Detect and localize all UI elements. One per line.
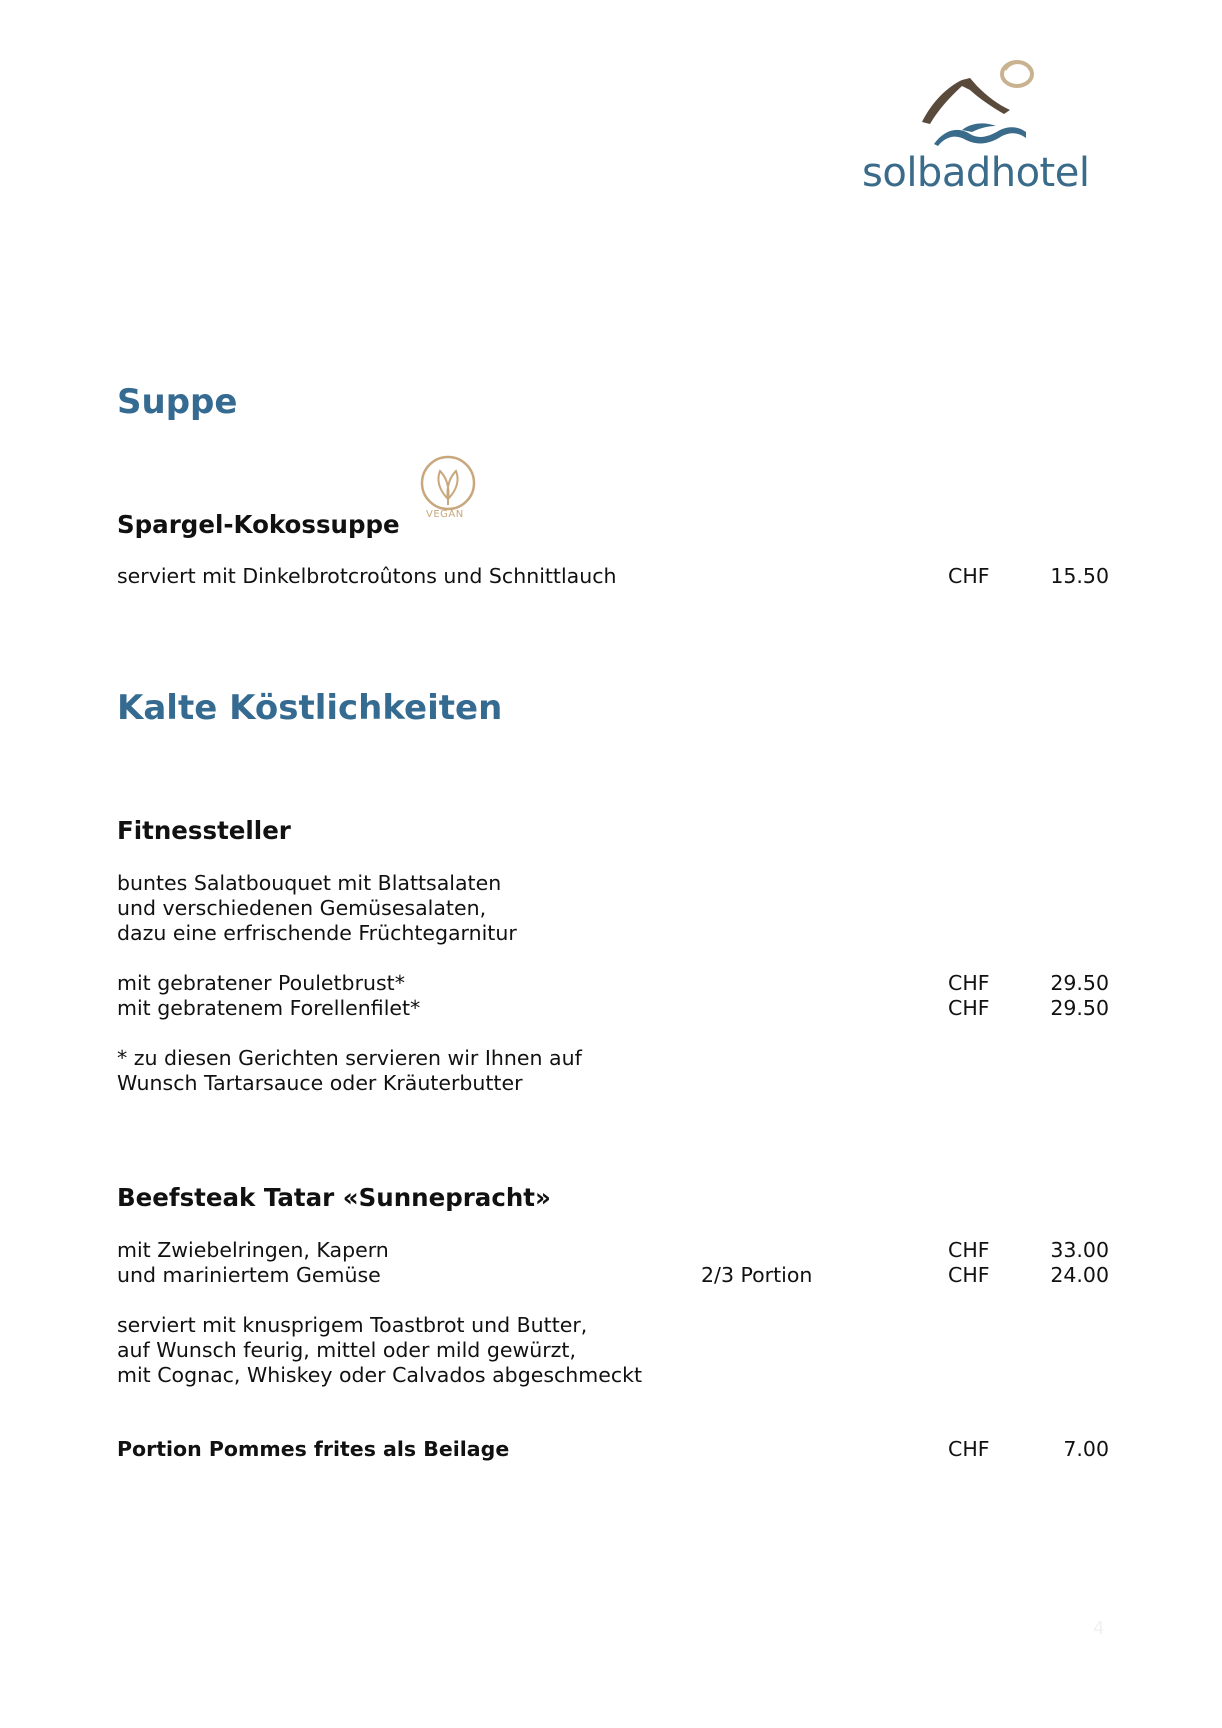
dish-title-fitness: Fitnessteller [117, 816, 291, 845]
option-label: mit Zwiebelringen, Kapern [117, 1238, 389, 1262]
side-dish-label: Portion Pommes frites als Beilage [117, 1437, 510, 1461]
price-value: 33.00 [1050, 1238, 1109, 1262]
footnote-line: * zu diesen Gerichten servieren wir Ihnen auf [117, 1046, 582, 1070]
page-number: 4 [1093, 1618, 1105, 1639]
price-value: 29.50 [1050, 996, 1109, 1020]
price-value: 29.50 [1050, 971, 1109, 995]
vegan-badge-label: VEGAN [426, 509, 464, 520]
dish-description-line: buntes Salatbouquet mit Blattsalaten [117, 871, 502, 895]
dish-description: serviert mit Dinkelbrotcroûtons und Schnittlauch [117, 564, 617, 588]
option-label: mit gebratener Pouletbrust* [117, 971, 405, 995]
currency-label: CHF [948, 1437, 990, 1461]
dish-title-tatar: Beefsteak Tatar «Sunnepracht» [117, 1183, 551, 1212]
price-value: 7.00 [1063, 1437, 1109, 1461]
currency-label: CHF [948, 1263, 990, 1287]
section-title-suppe: Suppe [117, 382, 238, 422]
option-label: mit gebratenem Forellenfilet* [117, 996, 421, 1020]
price-value: 24.00 [1050, 1263, 1109, 1287]
currency-label: CHF [948, 1238, 990, 1262]
section-title-kalte: Kalte Köstlichkeiten [117, 688, 503, 728]
vegan-leaf-icon [418, 455, 478, 513]
dish-description-line: auf Wunsch feurig, mittel oder mild gewürzt, [117, 1338, 576, 1362]
dish-description-line: und verschiedenen Gemüsesalaten, [117, 896, 487, 920]
mountain-sun-logo-icon [862, 52, 1112, 152]
currency-label: CHF [948, 564, 990, 588]
portion-label: 2/3 Portion [701, 1263, 813, 1287]
dish-description-line: serviert mit knusprigem Toastbrot und Butter, [117, 1313, 588, 1337]
dish-description-line: mit Cognac, Whiskey oder Calvados abgeschmeckt [117, 1363, 643, 1387]
footnote-line: Wunsch Tartarsauce oder Kräuterbutter [117, 1071, 523, 1095]
currency-label: CHF [948, 996, 990, 1020]
price-value: 15.50 [1050, 564, 1109, 588]
option-label: und mariniertem Gemüse [117, 1263, 381, 1287]
hotel-logo [862, 52, 1112, 202]
vegan-badge [418, 455, 478, 525]
logo-text: solbadhotel [862, 150, 1090, 196]
dish-title-spargel: Spargel-Kokossuppe [117, 510, 400, 539]
currency-label: CHF [948, 971, 990, 995]
dish-description-line: dazu eine erfrischende Früchtegarnitur [117, 921, 517, 945]
